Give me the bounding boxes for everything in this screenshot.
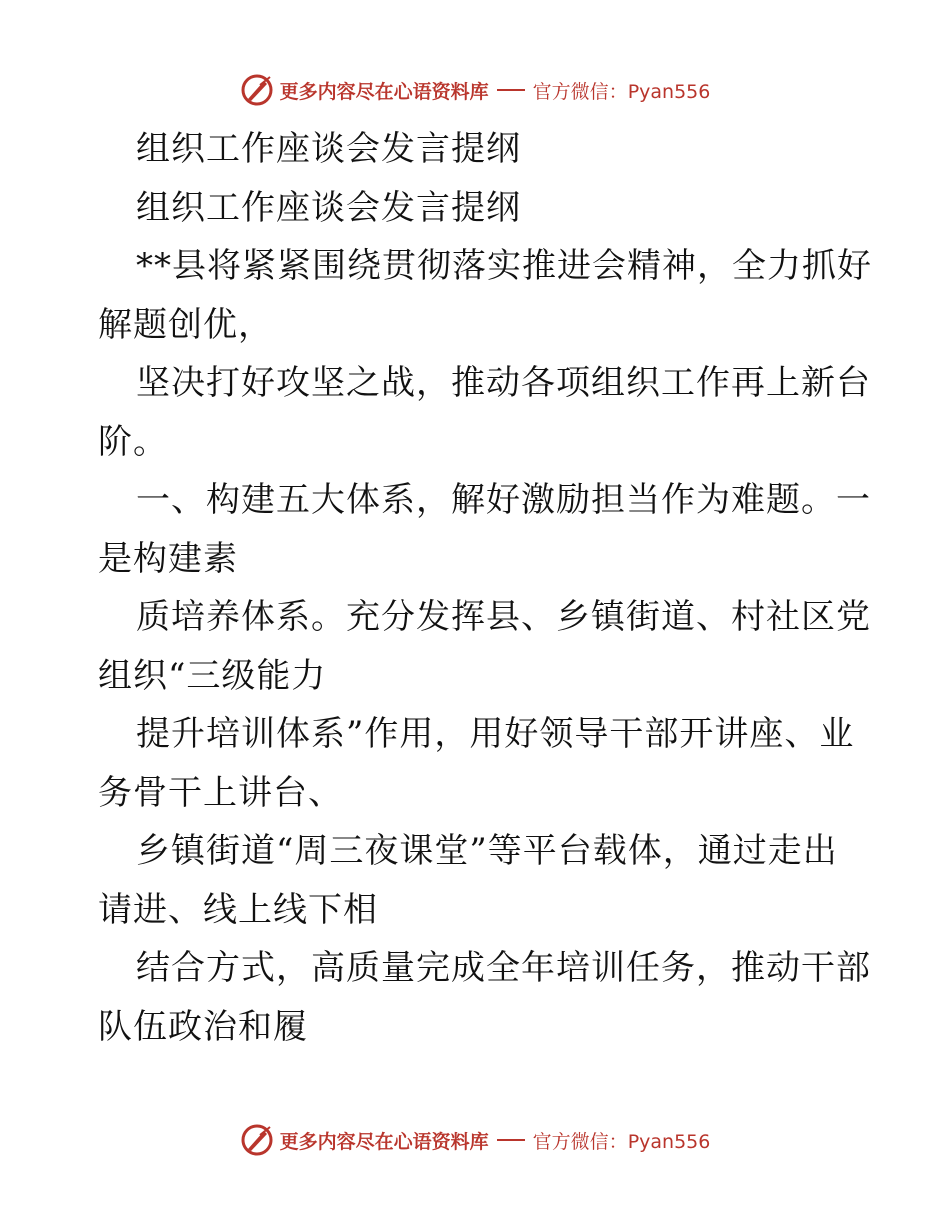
watermark-official: 官方微信：Pyan556 — [532, 80, 711, 103]
footer-watermark — [0, 1120, 950, 1160]
watermark-official: 官方微信：Pyan556 — [532, 1130, 711, 1153]
paragraph-line: 组织“三级能力 — [98, 655, 327, 696]
paragraph-line: 质培养体系。充分发挥县、乡镇街道、村社区党 — [136, 597, 871, 637]
paragraph-line: 结合方式，高质量完成全年培训任务，推动干部 — [136, 948, 871, 988]
paragraph-line: 解题创优， — [98, 304, 273, 345]
paragraph-line: 坚决打好攻坚之战，推动各项组织工作再上新台 — [136, 363, 871, 403]
paragraph-line: 请进、线上线下相 — [98, 889, 378, 930]
doc-title: 组织工作座谈会发言提纲 — [136, 129, 521, 169]
quill-seal-icon — [240, 1123, 274, 1157]
header-watermark — [0, 70, 950, 110]
paragraph-line: 是构建素 — [98, 538, 238, 579]
watermark-brand: 更多内容尽在心语资料库 — [279, 80, 489, 103]
paragraph-line: 提升培训体系”作用，用好领导干部开讲座、业 — [136, 714, 855, 754]
paragraph-line: 队伍政治和履 — [98, 1006, 308, 1047]
watermark-dash — [497, 89, 525, 91]
paragraph-line: 阶。 — [98, 421, 168, 462]
paragraph-line: 乡镇街道“周三夜课堂”等平台载体，通过走出 — [136, 831, 838, 871]
paragraph-line: **县将紧紧围绕贯彻落实推进会精神，全力抓好 — [136, 246, 872, 286]
section-heading-line: 一、构建五大体系，解好激励担当作为难题。一 — [136, 480, 871, 520]
paragraph-line: 务骨干上讲台、 — [98, 772, 343, 813]
watermark-dash — [497, 1139, 525, 1141]
document-body — [98, 120, 872, 1056]
doc-subtitle: 组织工作座谈会发言提纲 — [136, 187, 521, 228]
watermark-brand: 更多内容尽在心语资料库 — [279, 1130, 489, 1153]
quill-seal-icon — [240, 73, 274, 107]
